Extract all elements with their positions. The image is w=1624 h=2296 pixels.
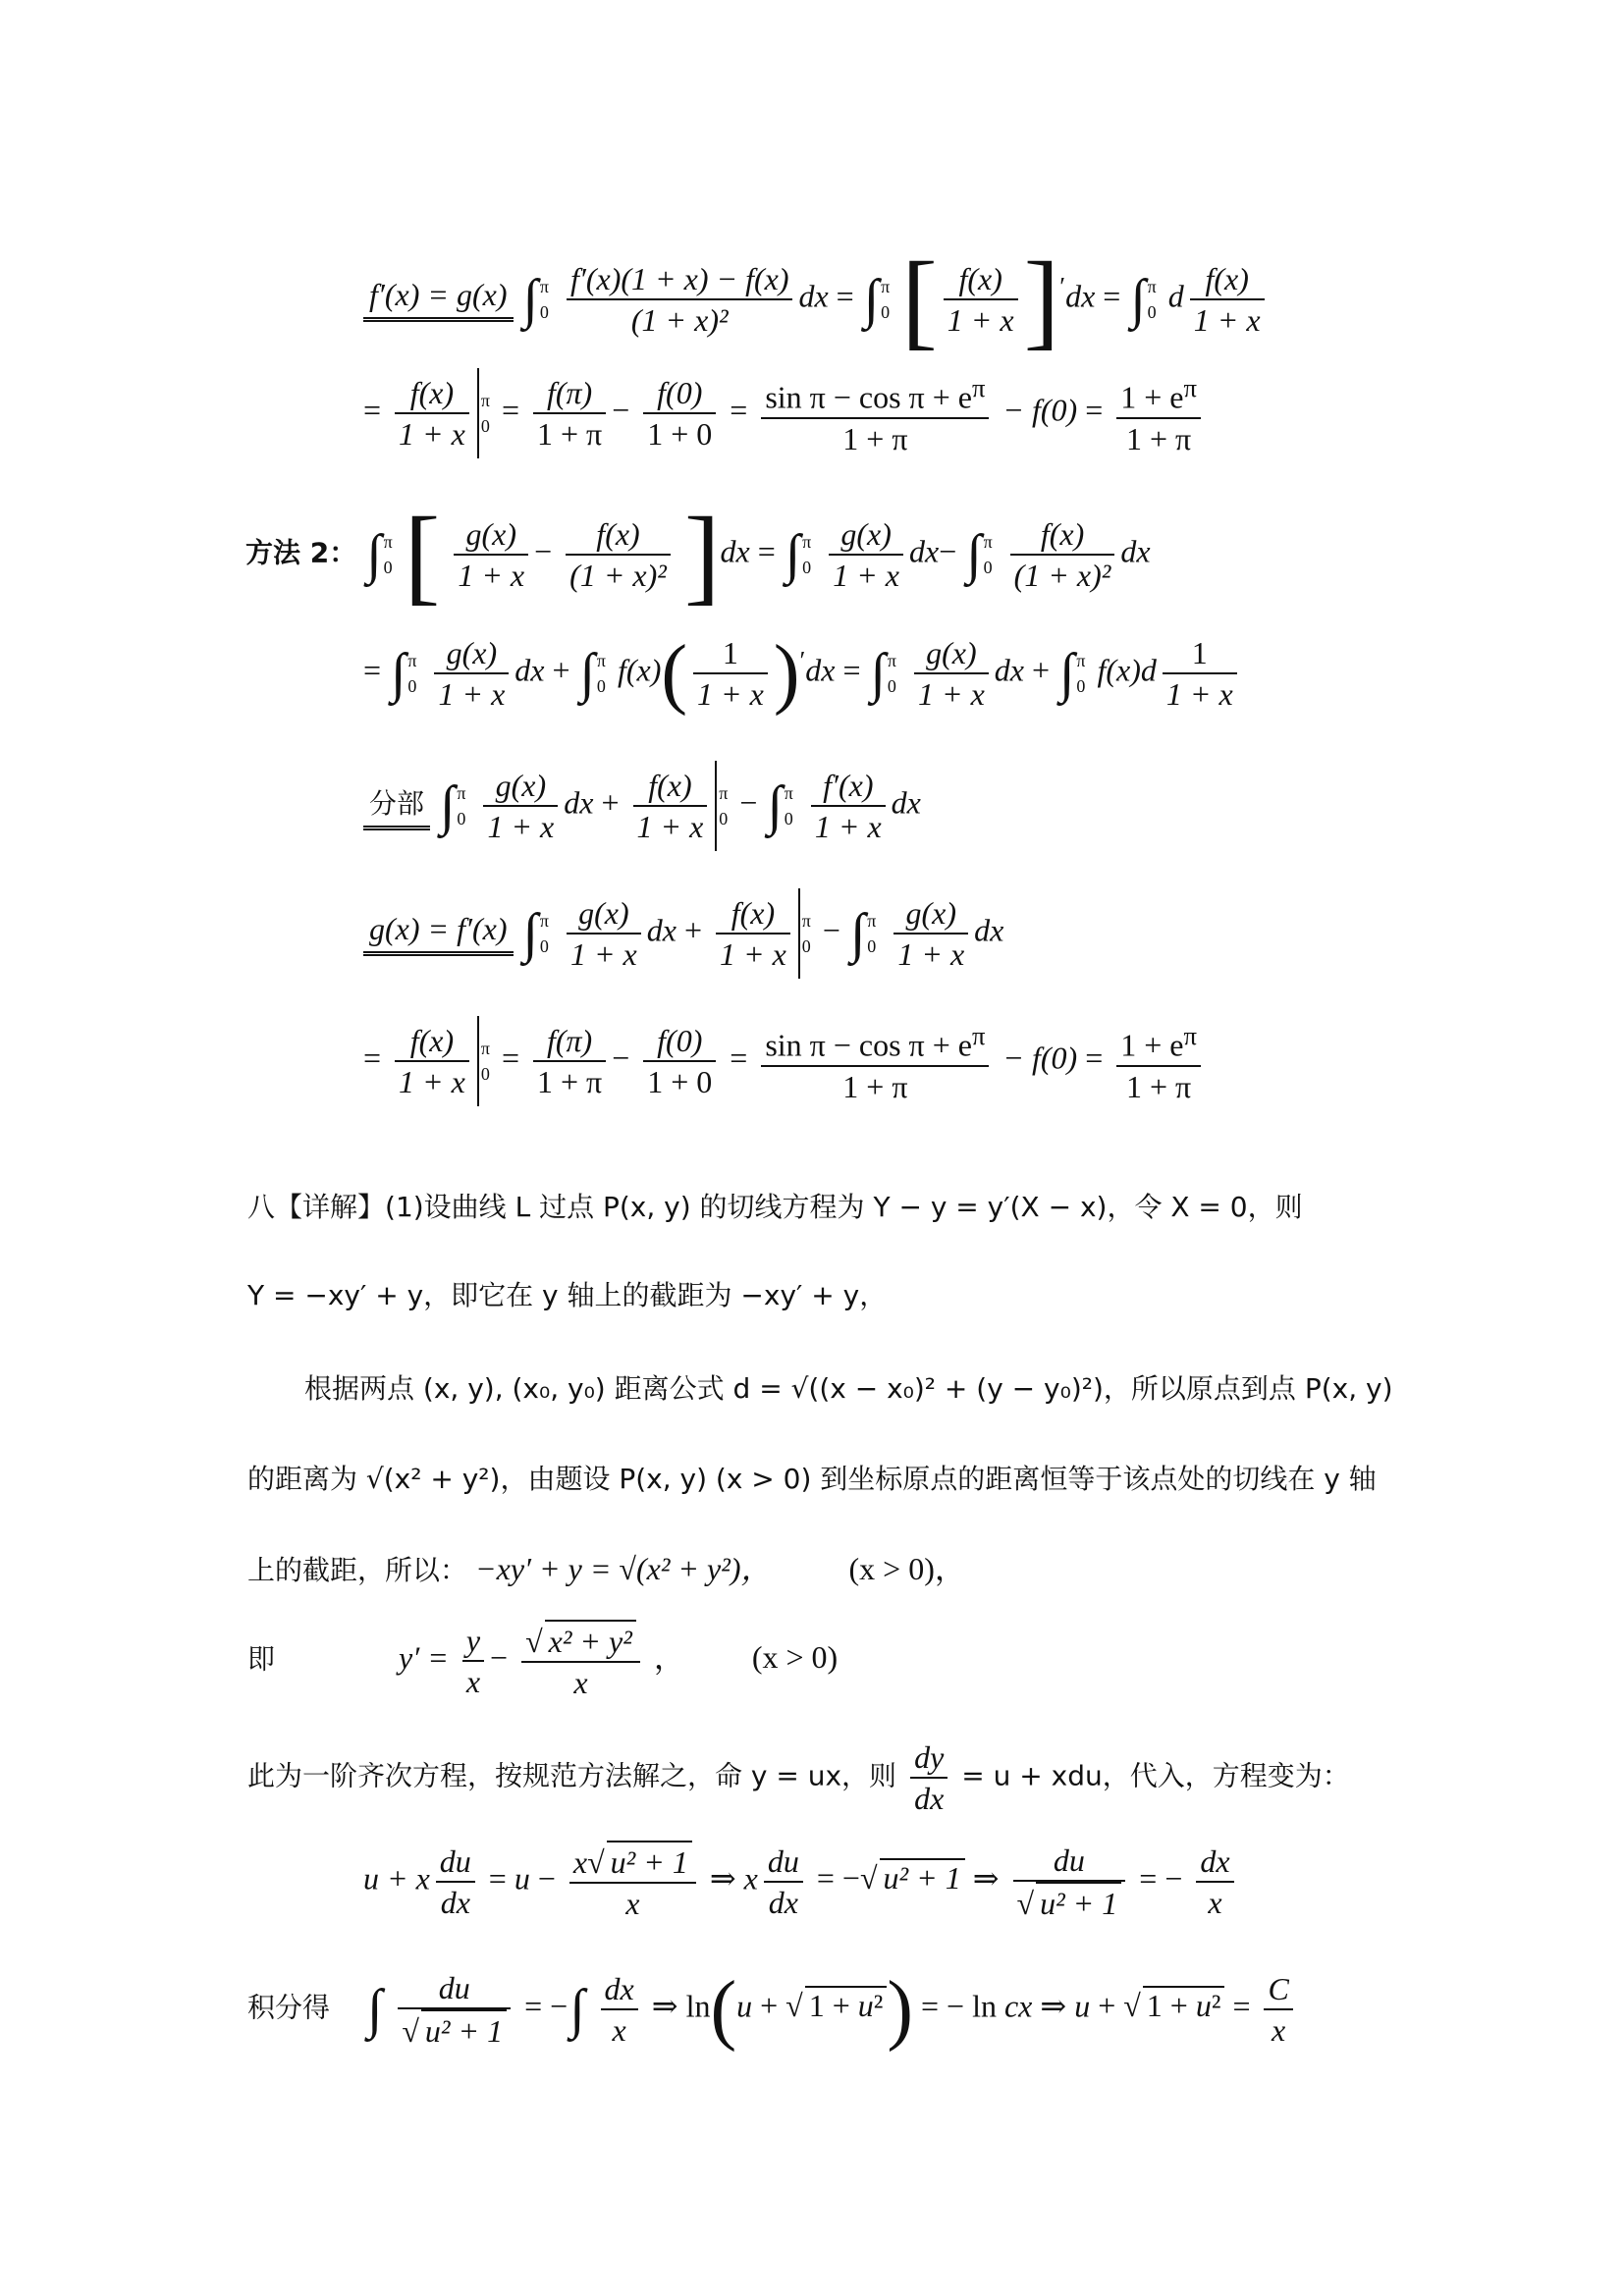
- method2-heading: 方法 2：: [245, 536, 357, 569]
- section8-p8-label: 积分得: [247, 1991, 331, 2024]
- section8-line-5: [247, 1544, 966, 1589]
- section8-line-7: 此为一阶齐次方程，按规范方法解之，命 y = ux，则 $\frac{dy}{dx}$ = u + xdu，代入，方程变为：: [247, 1739, 1350, 1816]
- section8-line-8: u + x $\frac{du}{dx}$ = u − $\frac{\text{x√ u² + 1}}{x}$ ⇒ x $\frac{du}{dx}$ = −√ u² + 1 ⇒ $\frac{du}{\text{√ u² + 1}}$ = − $\frac{dx}{x}$: [363, 1841, 1240, 1923]
- eq-line-2: = $\frac{f(x)}{1 + x}$ π 0 = $\frac{f(\pi)}{1 + \pi}$ − $\frac{f(0)}{1 + 0}$ = $\frac{\sin \pi - \cos \pi + e^\pi}{1 + \pi}$ − f(0) = $\frac{1 + e^\pi}{1 + \pi}$: [363, 368, 1207, 458]
- section8-line-2: [247, 1274, 887, 1313]
- section8-p3: 根据两点 (x, y), (x₀, y₀) 距离公式 d = √((x − x₀)² + (y − y₀)²)，所以原点到点 P(x, y): [304, 1372, 1393, 1405]
- section8-line-3: [304, 1367, 1393, 1407]
- section8-p5-cond: (x > 0)，: [848, 1551, 966, 1586]
- label-by-parts: 分部: [363, 782, 430, 830]
- eq-line-4: = ∫ π 0 $\frac{g(x)}{1 + x}$ dx + ∫ π 0 f(x)( $\frac{1}{1 + x}$ )′dx = ∫ π 0 $\frac{g(x)}{1 + x}$ dx + ∫ π 0 f(x)d $\frac{1}{1 + x}$: [363, 633, 1243, 714]
- section8-line-6: 即 y′ = $\frac{y}{x}$ − $\frac{\text{√ x² + y²}}{x}$ ， (x > 0): [247, 1620, 838, 1702]
- section8-p7-text2: = u + xdu，代入，方程变为：: [961, 1759, 1350, 1792]
- section8-p1: (1)设曲线 L 过点 P(x, y) 的切线方程为 Y − y = y′(X − x)，令 X = 0，则: [385, 1191, 1303, 1223]
- section8-line-4: [247, 1458, 1377, 1497]
- section8-p7-text1: 此为一阶齐次方程，按规范方法解之，命 y = ux，则: [247, 1759, 897, 1792]
- eq-line-5: 分部 ∫ π 0 $\frac{g(x)}{1 + x}$ dx + $\frac{f(x)}{1 + x}$ π 0 − ∫ π 0 $\frac{f'(x)}{1 + x}$ dx: [363, 761, 921, 851]
- integral-sign: ∫: [522, 269, 538, 330]
- section8-p5-label: 上的截距，所以：: [247, 1554, 468, 1586]
- section8-p4: 的距离为 √(x² + y²)，由题设 P(x, y) (x > 0) 到坐标原点的距离恒等于该点处的切线在 y 轴: [247, 1463, 1377, 1495]
- fraction: $\frac{f'(x)(1 + x) - f(x)}{\text{(1 + x)²}}$: [567, 259, 793, 340]
- eq-line-1: f′(x) = g(x) ∫ π 0 $\frac{f'(x)(1 + x) - f(x)}{\text{(1 + x)²}}$ dx = ∫ π 0 [ $\frac{f(x)}{1 + x}$ ]′dx = ∫ π 0 d $\frac{f(x)}{1 + x}$: [363, 245, 1271, 353]
- eq-line-6: g(x) = f′(x) ∫ π 0 $\frac{g(x)}{1 + x}$ dx + $\frac{f(x)}{1 + x}$ π 0 − ∫ π 0 $\frac{g(x)}{1 + x}$ dx: [363, 888, 1003, 979]
- section8-lead: 八【详解】: [247, 1191, 386, 1223]
- method1-step-label: f′(x) = g(x): [363, 277, 514, 322]
- label-substitution: g(x) = f′(x): [363, 911, 514, 956]
- section8-line-1: [247, 1186, 1303, 1225]
- section8-p6-cond: (x > 0): [751, 1639, 839, 1676]
- section8-line-9: 积分得 ∫ $\frac{du}{\text{√ u² + 1}}$ = −∫ $\frac{dx}{x}$ ⇒ ln(u + √ 1 + u²) = − ln cx ⇒ u + √ 1 + u² = $\frac{C}{x}$: [247, 1968, 1299, 2051]
- eq-line-7: = $\frac{f(x)}{1 + x}$ π 0 = $\frac{f(\pi)}{1 + \pi}$ − $\frac{f(0)}{1 + 0}$ = $\frac{\sin \pi - \cos \pi + e^\pi}{1 + \pi}$ − f(0) = $\frac{1 + e^\pi}{1 + \pi}$: [363, 1016, 1207, 1106]
- section8-p2: Y = −xy′ + y，即它在 y 轴上的截距为 −xy′ + y，: [247, 1279, 888, 1311]
- section8-p6-label: 即: [247, 1642, 276, 1676]
- section8-p5-eq: −xy′ + y = √(x² + y²)，: [475, 1551, 773, 1586]
- eq-line-3: 方法 2： ∫ π 0 [ $\frac{g(x)}{1 + x}$ − $\frac{f(x)}{\text{(1 + x)²}}$ ]dx = ∫ π 0 $\frac{g(x)}{1 + x}$ dx− ∫ π 0 $\frac{f(x)}{\text{(1 + x)²}}$ dx: [245, 495, 1151, 614]
